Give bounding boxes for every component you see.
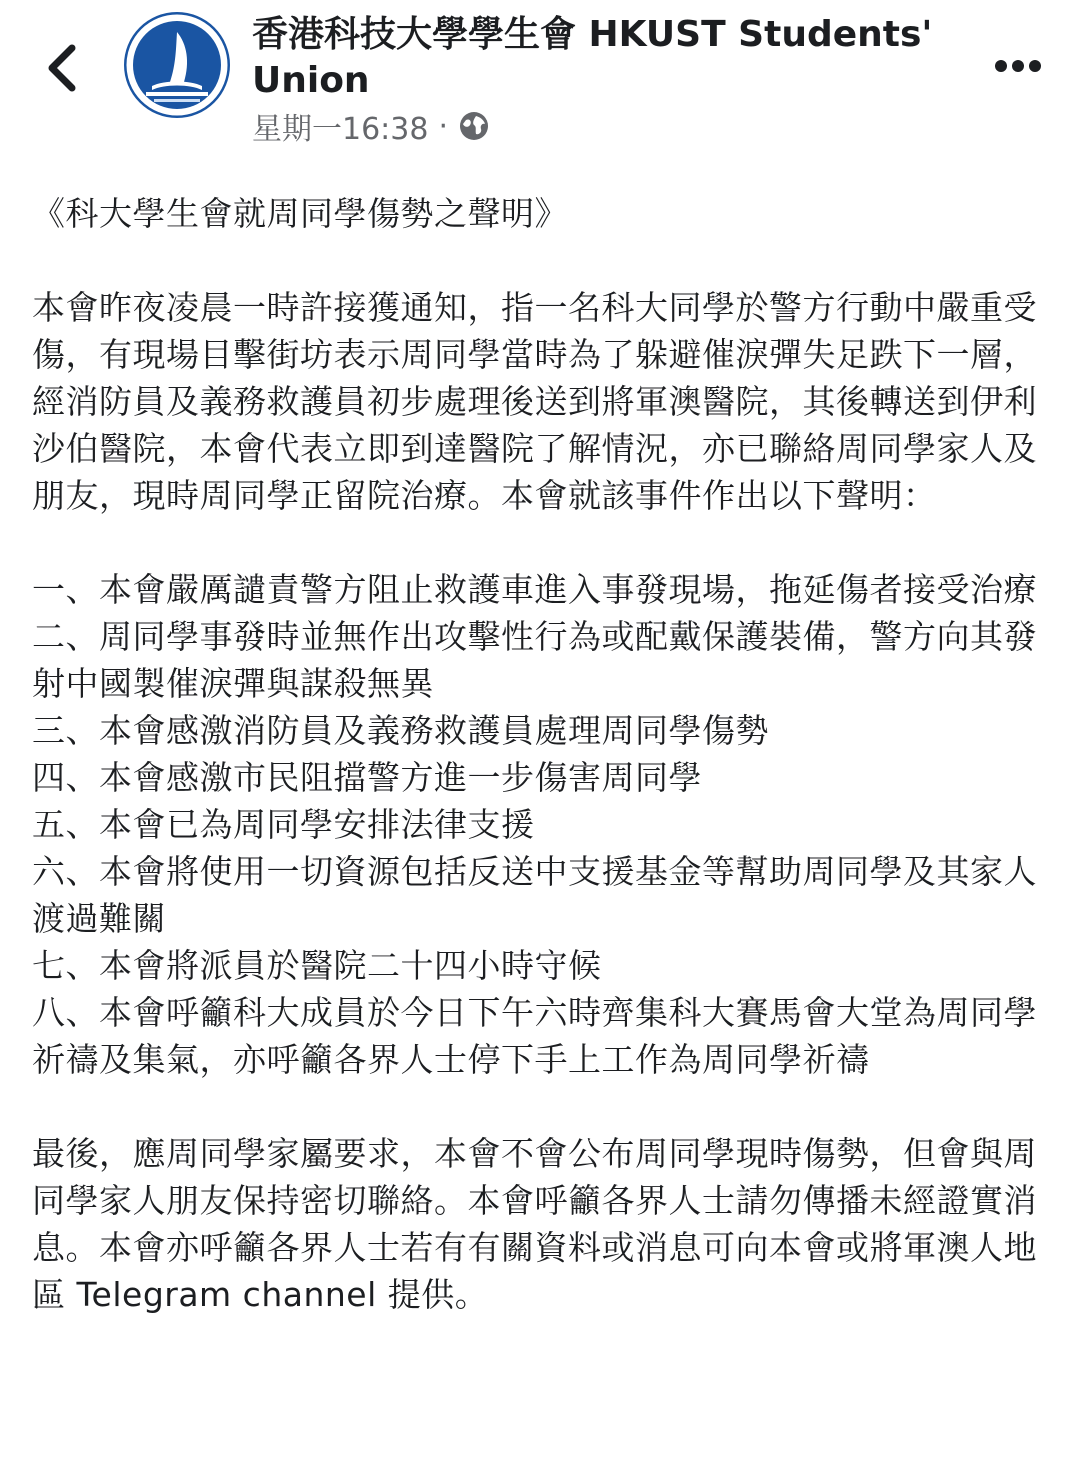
paragraph-gap xyxy=(32,519,1042,566)
statement-point-5: 五、本會已為周同學安排法律支援 xyxy=(32,805,535,844)
statement-point-2: 二、周同學事發時並無作出攻擊性行為或配戴保護裝備，警方向其發射中國製催淚彈與謀殺無異 xyxy=(32,617,1037,703)
paragraph-gap xyxy=(32,1083,1042,1130)
statement-point-1: 一、本會嚴厲譴責警方阻止救護車進入事發現場，拖延傷者接受治療 xyxy=(32,570,1037,609)
post-timestamp[interactable]: 星期一16:38 xyxy=(252,112,429,147)
post-title: 《科大學生會就周同學傷勢之聲明》 xyxy=(32,194,568,233)
statement-point-4: 四、本會感激市民阻擋警方進一步傷害周同學 xyxy=(32,758,702,797)
statement-point-3: 三、本會感激消防員及義務救護員處理周同學傷勢 xyxy=(32,711,769,750)
post-body xyxy=(32,190,1042,1318)
hkust-su-logo xyxy=(124,12,230,118)
avatar[interactable] xyxy=(124,12,230,118)
post-closing: 最後，應周同學家屬要求，本會不會公布周同學現時傷勢，但會與周同學家人朋友保持密切聯絡。本會呼籲各界人士請勿傳播未經證實消息。本會亦呼籲各界人士若有有關資料或消息可向本會或將軍澳人地區 Telegram channel 提供。 xyxy=(32,1134,1037,1314)
chevron-left-icon xyxy=(42,42,82,94)
post-header xyxy=(0,0,1080,160)
statement-point-8: 八、本會呼籲科大成員於今日下午六時齊集科大賽馬會大堂為周同學祈禱及集氣，亦呼籲各界人士停下手上工作為周同學祈禱 xyxy=(32,993,1037,1079)
meta-separator: · xyxy=(438,108,449,144)
post-meta xyxy=(252,104,490,148)
statement-point-7: 七、本會將派員於醫院二十四小時守候 xyxy=(32,946,602,985)
post-intro: 本會昨夜凌晨一時許接獲通知，指一名科大同學於警方行動中嚴重受傷，有現場目擊街坊表示周同學當時為了躲避催淚彈失足跌下一層，經消防員及義務救護員初步處理後送到將軍澳醫院，其後轉送到伊利沙伯醫院，本會代表立即到達醫院了解情況，亦已聯絡周同學家人及朋友，現時周同學正留院治療。本會就該事件作出以下聲明： xyxy=(32,288,1037,515)
more-horizontal-icon xyxy=(994,59,1042,73)
paragraph-gap xyxy=(32,237,1042,284)
more-options-button[interactable] xyxy=(988,44,1048,88)
page-name[interactable]: 香港科技大學學生會 HKUST Students' Union xyxy=(252,14,933,101)
globe-icon xyxy=(458,110,490,142)
back-button[interactable] xyxy=(30,36,94,100)
statement-point-6: 六、本會將使用一切資源包括反送中支援基金等幫助周同學及其家人渡過難關 xyxy=(32,852,1037,938)
